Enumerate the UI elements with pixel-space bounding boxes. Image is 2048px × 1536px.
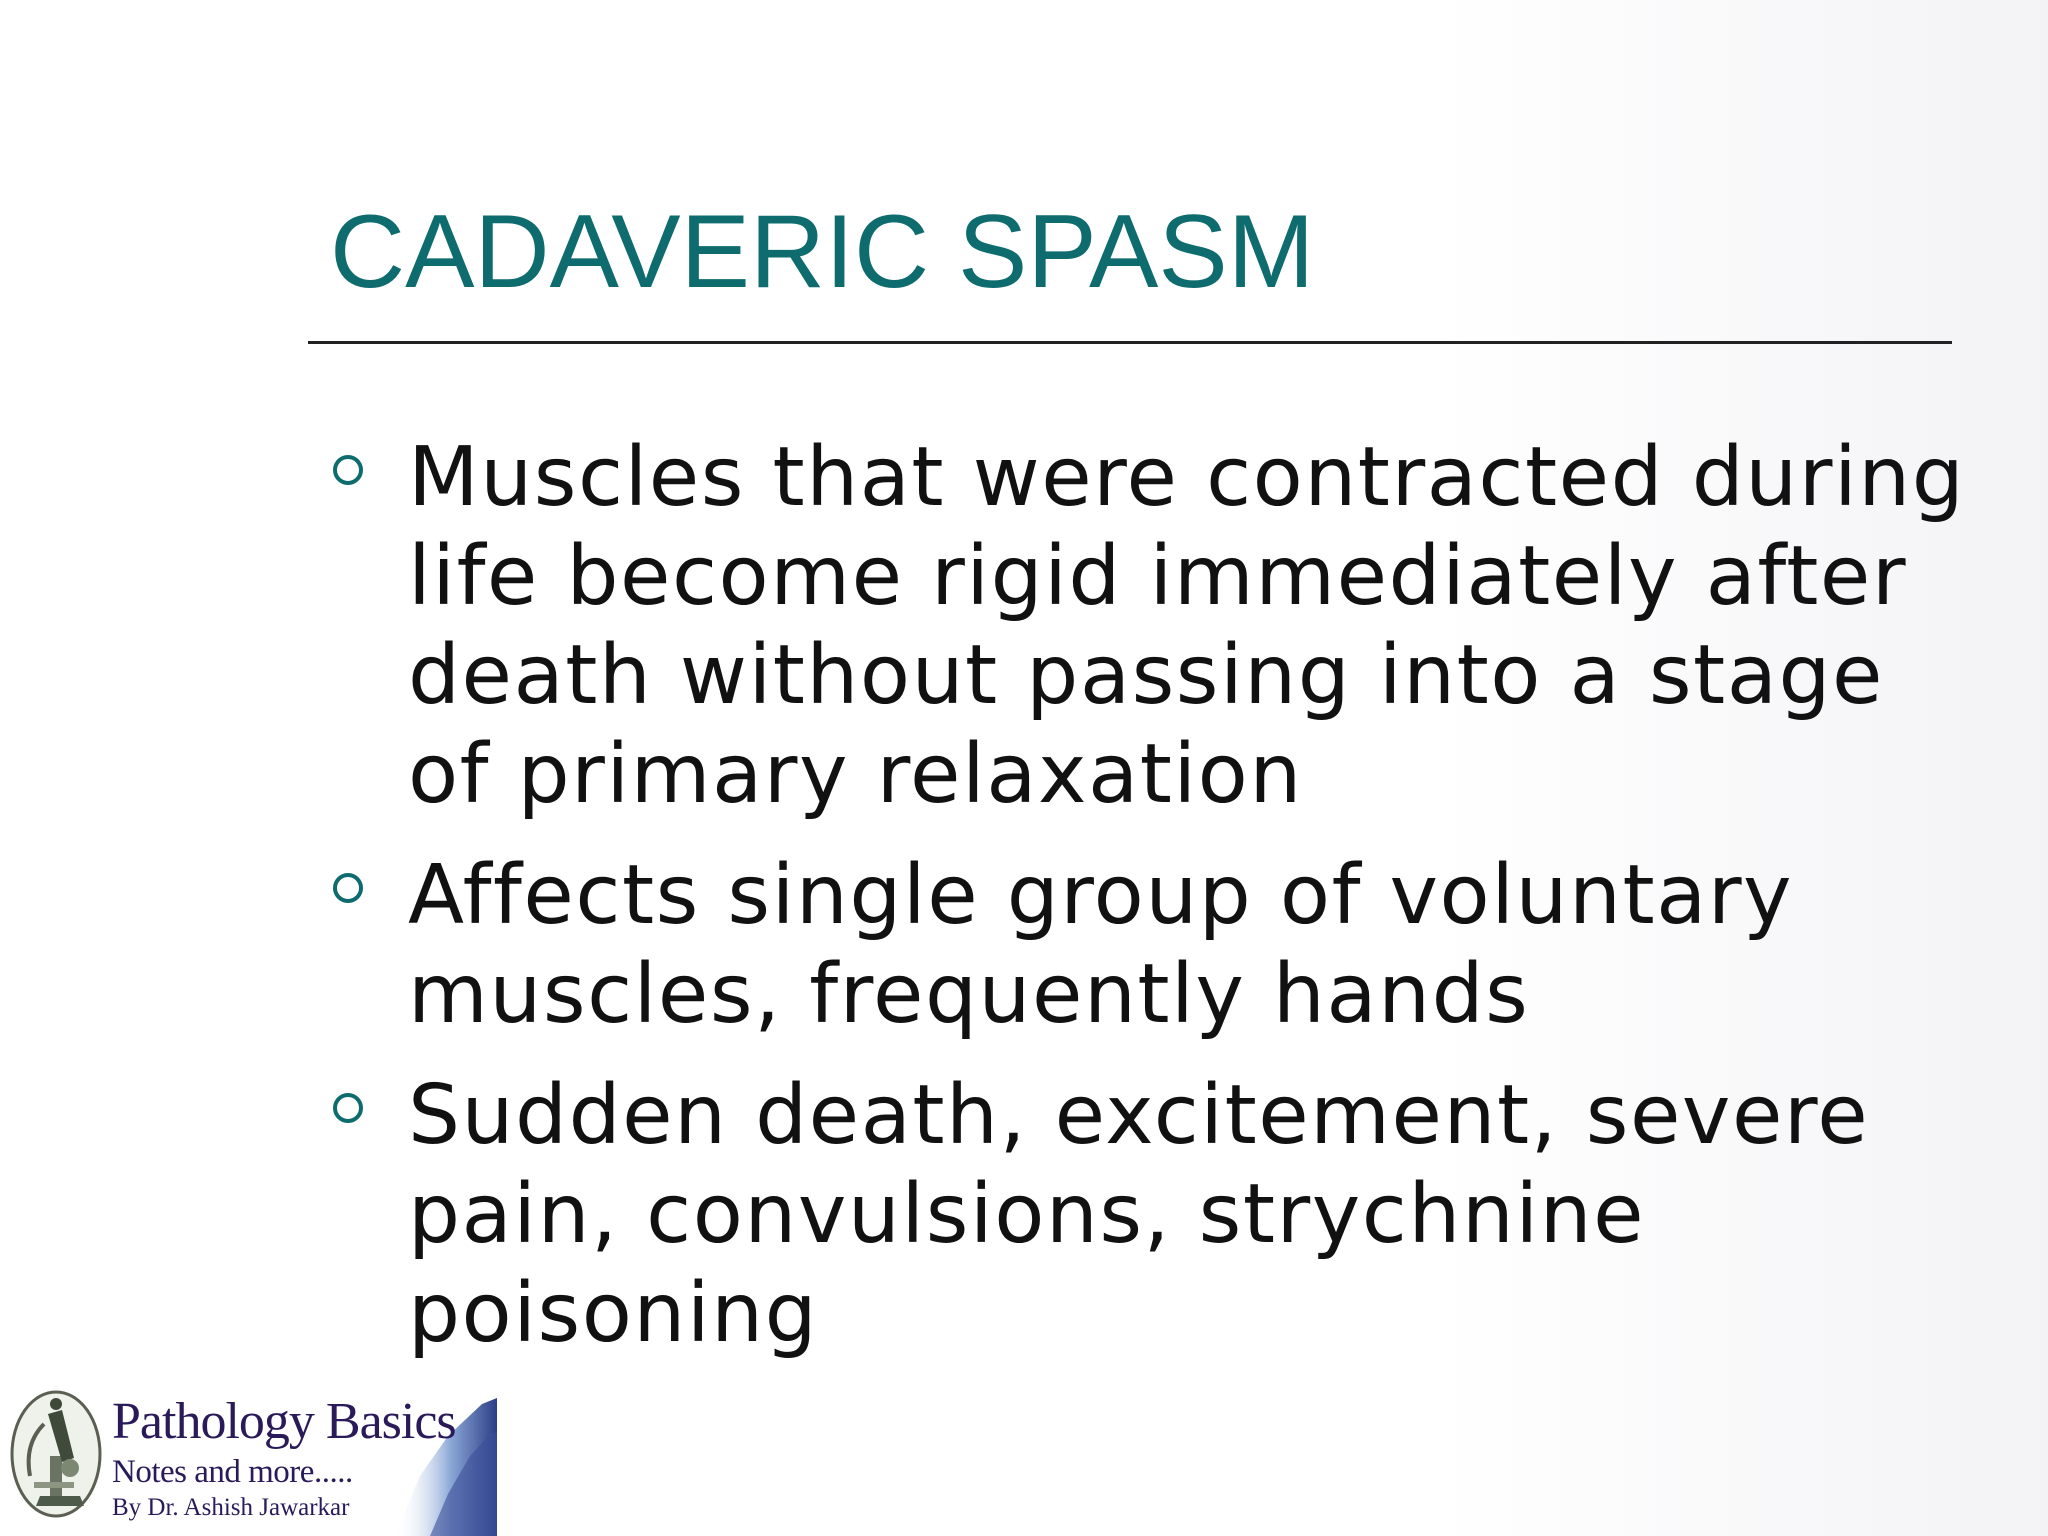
pathology-basics-logo	[0, 1384, 500, 1536]
logo-author: By Dr. Ashish Jawarkar	[112, 1494, 350, 1521]
bullet-line: pain, convulsions, strychnine	[408, 1167, 1646, 1262]
bullet-line: Sudden death, excitement, severe	[408, 1068, 1870, 1163]
bullet-item	[330, 428, 1970, 824]
bullet-line: Muscles that were contracted during	[408, 430, 1966, 525]
bullet-line: of primary relaxation	[408, 727, 1303, 822]
bullet-item	[330, 846, 1970, 1044]
circle-bullet-icon	[333, 1093, 363, 1123]
circle-bullet-icon	[333, 873, 363, 903]
circle-bullet-icon	[333, 455, 363, 485]
bullet-line: muscles, frequently hands	[408, 947, 1530, 1042]
bullet-line: Affects single group of voluntary	[408, 848, 1794, 943]
bullet-line: poisoning	[408, 1266, 819, 1361]
bullet-line: death without passing into a stage	[408, 628, 1884, 723]
bullet-line: life become rigid immediately after	[408, 529, 1908, 624]
bullet-list	[330, 428, 1970, 1385]
microscope-icon	[12, 1392, 100, 1516]
slide-title: CADAVERIC SPASM	[330, 194, 1315, 310]
title-divider	[308, 341, 1952, 344]
logo-subtitle: Notes and more.....	[112, 1454, 353, 1490]
logo-title: Pathology Basics	[112, 1393, 456, 1450]
bullet-item	[330, 1066, 1970, 1363]
